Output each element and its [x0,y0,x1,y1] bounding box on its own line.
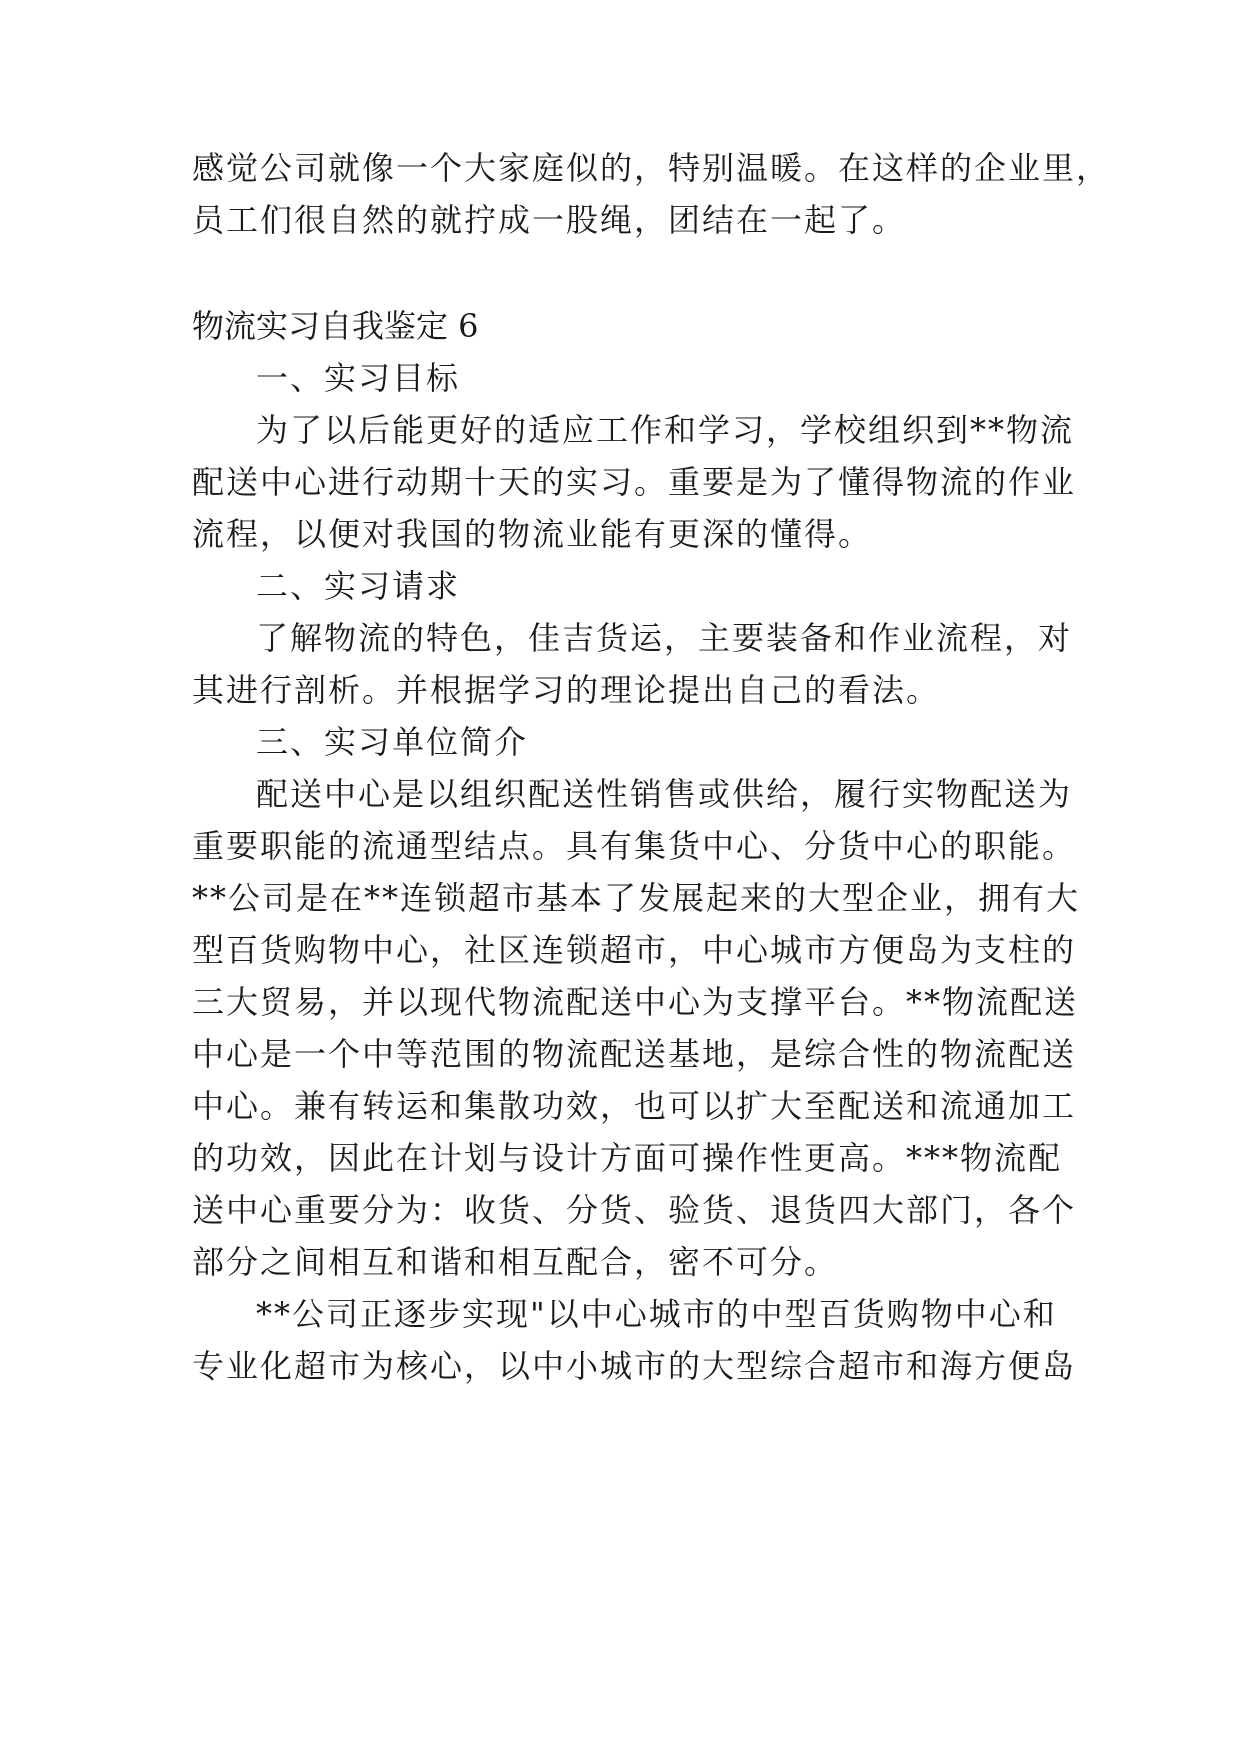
para4-line-1: **公司正逐步实现"以中心城市的中型百货购物中心和 [256,1295,1057,1333]
para3-line-7: 中心。兼有转运和集散功效，也可以扩大至配送和流通加工 [192,1087,1077,1125]
para1-line-1: 为了以后能更好的适应工作和学习，学校组织到**物流 [256,411,1075,449]
para3-line-3: **公司是在**连锁超市基本了发展起来的大型企业，拥有大 [192,879,1081,917]
intro-line-1: 感觉公司就像一个大家庭似的，特别温暖。在这样的企业里， [192,149,1111,187]
para3-line-2: 重要职能的流通型结点。具有集货中心、分货中心的职能。 [192,827,1077,865]
para3-line-1: 配送中心是以组织配送性销售或供给，履行实物配送为 [256,775,1073,813]
para2-line-1: 了解物流的特色，佳吉货运，主要装备和作业流程，对 [256,619,1073,657]
section-title: 物流实习自我鉴定 6 [192,307,479,345]
heading-goals: 一、实习目标 [256,359,461,397]
para3-line-9: 送中心重要分为：收货、分货、验货、退货四大部门，各个 [192,1191,1077,1229]
para3-line-5: 三大贸易，并以现代物流配送中心为支撑平台。**物流配送 [192,983,1079,1021]
para3-line-4: 型百货购物中心，社区连锁超市，中心城市方便岛为支柱的 [192,931,1077,969]
heading-requirements: 二、实习请求 [256,567,461,605]
intro-line-2: 员工们很自然的就拧成一股绳，团结在一起了。 [192,201,907,239]
para2-line-2: 其进行剖析。并根据学习的理论提出自己的看法。 [192,671,941,709]
para3-line-8: 的功效，因此在计划与设计方面可操作性更高。***物流配 [192,1139,1063,1177]
para1-line-3: 流程，以便对我国的物流业能有更深的懂得。 [192,515,873,553]
para3-line-10: 部分之间相互和谐和相互配合，密不可分。 [192,1243,839,1281]
para3-line-6: 中心是一个中等范围的物流配送基地，是综合性的物流配送 [192,1035,1077,1073]
heading-company: 三、实习单位简介 [256,723,529,761]
para1-line-2: 配送中心进行动期十天的实习。重要是为了懂得物流的作业 [192,463,1077,501]
para4-line-2: 专业化超市为核心，以中小城市的大型综合超市和海方便岛 [192,1347,1077,1385]
